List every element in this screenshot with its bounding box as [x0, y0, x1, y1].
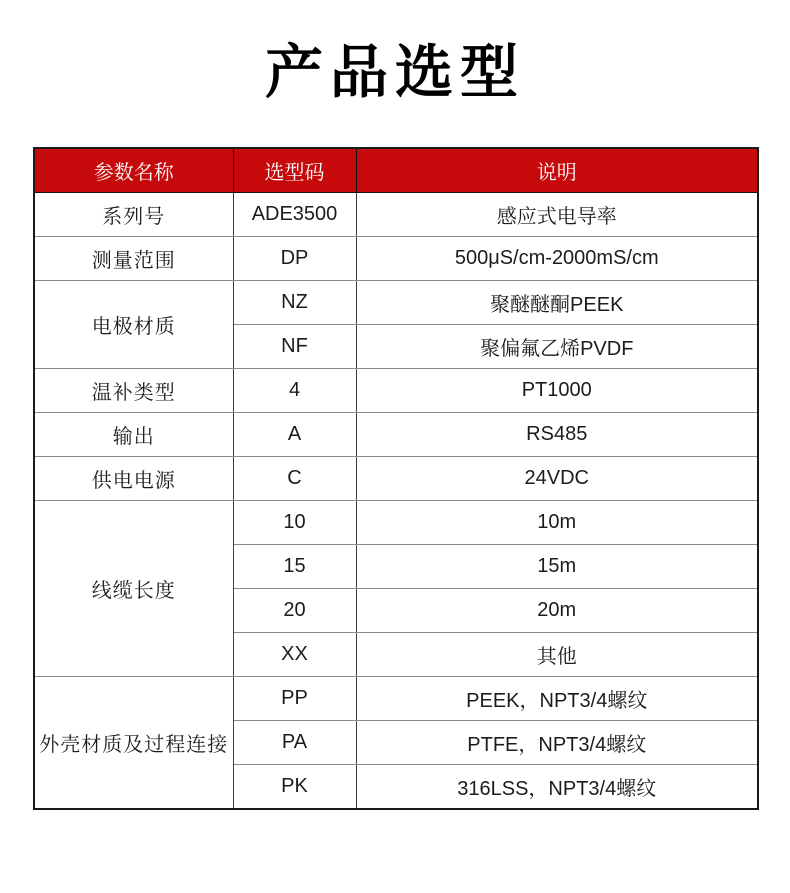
- code-cell: XX: [233, 633, 356, 677]
- param-cell-temp-compensation: 温补类型: [34, 369, 233, 413]
- code-cell: ADE3500: [233, 193, 356, 237]
- col-header-parameter-name: 参数名称: [34, 148, 233, 193]
- param-cell-series: 系列号: [34, 193, 233, 237]
- desc-cell: 感应式电导率: [356, 193, 758, 237]
- table-row: [34, 237, 758, 281]
- code-cell: PK: [233, 765, 356, 810]
- desc-cell: 316LSS，NPT3/4螺纹: [356, 765, 758, 810]
- product-selection-table: [33, 147, 759, 810]
- param-cell-housing-process-connection: 外壳材质及过程连接: [34, 677, 233, 810]
- desc-cell: 其他: [356, 633, 758, 677]
- code-cell: 4: [233, 369, 356, 413]
- table-header-row: [34, 148, 758, 193]
- code-cell: DP: [233, 237, 356, 281]
- table-row: [34, 193, 758, 237]
- param-cell-cable-length: 线缆长度: [34, 501, 233, 677]
- code-cell: C: [233, 457, 356, 501]
- code-cell: NZ: [233, 281, 356, 325]
- page-title: 产品选型: [264, 38, 525, 106]
- desc-cell: RS485: [356, 413, 758, 457]
- code-cell: PA: [233, 721, 356, 765]
- param-cell-electrode-material: 电极材质: [34, 281, 233, 369]
- desc-cell: PTFE，NPT3/4螺纹: [356, 721, 758, 765]
- table-row: [34, 457, 758, 501]
- desc-cell: 20m: [356, 589, 758, 633]
- desc-cell: 500μS/cm-2000mS/cm: [356, 237, 758, 281]
- desc-cell: 24VDC: [356, 457, 758, 501]
- col-header-selection-code: 选型码: [233, 148, 356, 193]
- param-cell-measuring-range: 测量范围: [34, 237, 233, 281]
- code-cell: 15: [233, 545, 356, 589]
- col-header-description: 说明: [356, 148, 758, 193]
- desc-cell: PT1000: [356, 369, 758, 413]
- code-cell: NF: [233, 325, 356, 369]
- desc-cell: 10m: [356, 501, 758, 545]
- table-row: [34, 677, 758, 721]
- desc-cell: 15m: [356, 545, 758, 589]
- param-cell-power-supply: 供电电源: [34, 457, 233, 501]
- code-cell: A: [233, 413, 356, 457]
- table-row: [34, 281, 758, 325]
- table-row: [34, 369, 758, 413]
- code-cell: 10: [233, 501, 356, 545]
- desc-cell: 聚醚醚酮PEEK: [356, 281, 758, 325]
- param-cell-output: 输出: [34, 413, 233, 457]
- code-cell: PP: [233, 677, 356, 721]
- table-row: [34, 413, 758, 457]
- table-row: [34, 501, 758, 545]
- desc-cell: 聚偏氟乙烯PVDF: [356, 325, 758, 369]
- code-cell: 20: [233, 589, 356, 633]
- desc-cell: PEEK，NPT3/4螺纹: [356, 677, 758, 721]
